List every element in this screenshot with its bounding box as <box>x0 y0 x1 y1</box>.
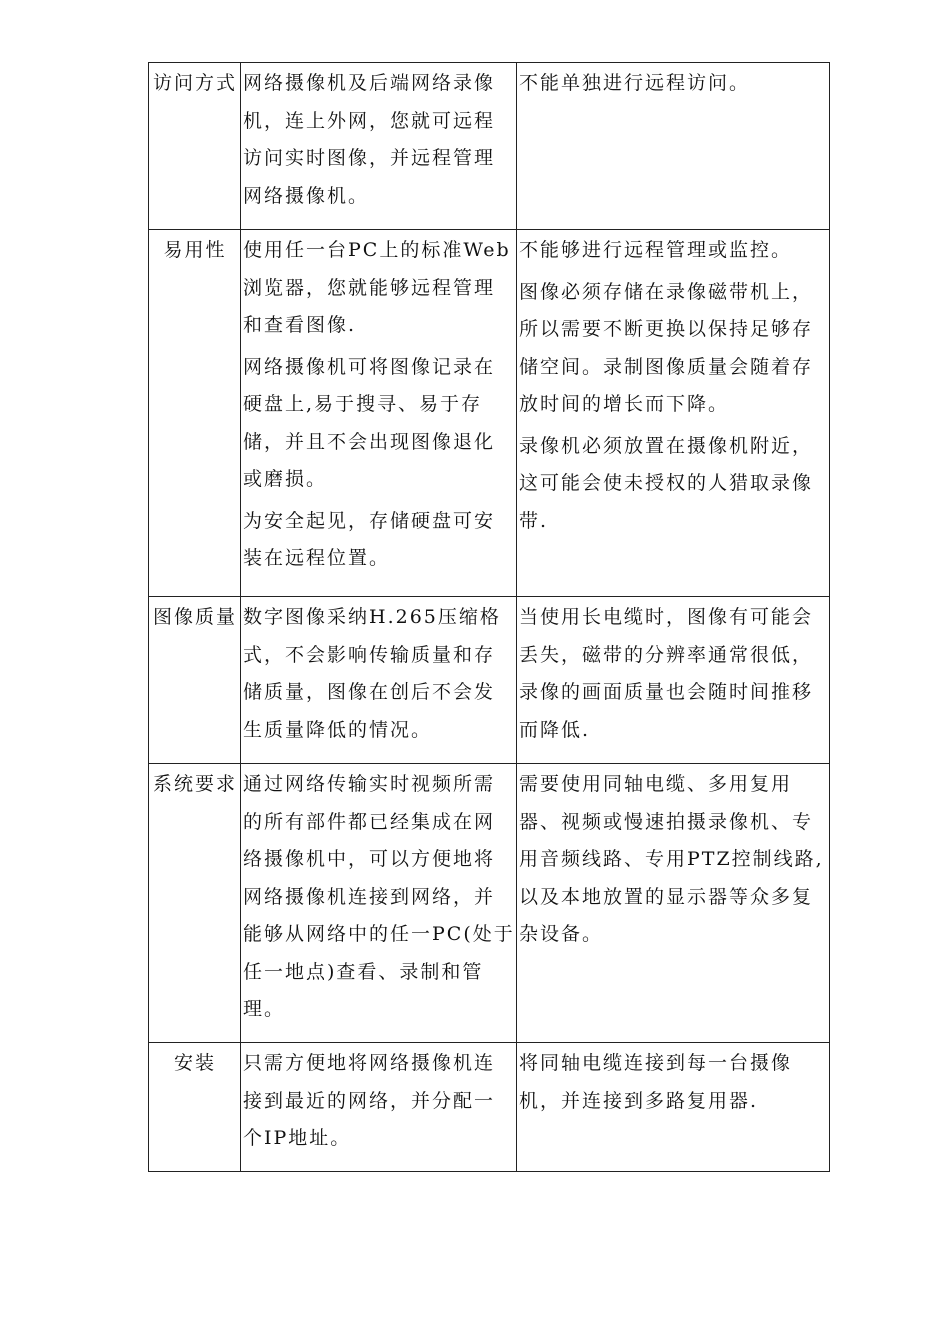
analog-system-cell <box>517 764 830 1043</box>
row-label-cell <box>149 597 241 764</box>
cell-paragraph: 不能够进行远程管理或监控。 <box>519 239 793 261</box>
cell-paragraph: 数字图像采纳H.265压缩格式，不会影响传输质量和存储质量，图像在创后不会发生质量降低的情况。 <box>243 606 501 741</box>
cell-paragraph: 只需方便地将网络摄像机连接到最近的网络，并分配一个IP地址。 <box>243 1052 496 1149</box>
cell-paragraph: 需要使用同轴电缆、多用复用器、视频或慢速拍摄录像机、专用音频线路、专用PTZ控制线路,以及本地放置的显示器等众多复杂设备。 <box>519 773 824 945</box>
comparison-table <box>148 62 830 1172</box>
cell-paragraph: 当使用长电缆时，图像有可能会丢失，磁带的分辨率通常很低，录像的画面质量也会随时间推移而降低. <box>519 606 814 741</box>
analog-system-cell <box>517 597 830 764</box>
table-row-access <box>149 63 830 230</box>
cell-paragraph: 网络摄像机可将图像记录在硬盘上,易于搜寻、易于存储，并且不会出现图像退化或磨损。 <box>243 355 496 490</box>
analog-system-cell <box>517 1043 830 1172</box>
table-row-image-quality <box>149 597 830 764</box>
network-camera-cell <box>241 63 517 230</box>
cell-paragraph: 网络摄像机及后端网络录像机，连上外网，您就可远程访问实时图像，并远程管理网络摄像机。 <box>243 72 496 207</box>
row-label-cell <box>149 230 241 597</box>
table-row-installation <box>149 1043 830 1172</box>
table-row-usability <box>149 230 830 597</box>
row-label: 系统要求 <box>152 773 237 795</box>
cell-paragraph: 录像机必须放置在摄像机附近，这可能会使未授权的人猎取录像带. <box>519 434 814 532</box>
analog-system-cell <box>517 230 830 597</box>
network-camera-cell <box>241 230 517 597</box>
row-label: 图像质量 <box>152 606 237 628</box>
row-label-cell <box>149 63 241 230</box>
row-label: 访问方式 <box>152 72 237 94</box>
analog-system-cell <box>517 63 830 230</box>
cell-paragraph: 为安全起见，存储硬盘可安装在远程位置。 <box>243 509 496 569</box>
network-camera-cell <box>241 1043 517 1172</box>
row-label-cell <box>149 1043 241 1172</box>
row-label: 易用性 <box>163 239 227 261</box>
cell-paragraph: 图像必须存储在录像磁带机上，所以需要不断更换以保持足够存储空间。录制图像质量会随着存放时间的增长而下降。 <box>519 280 814 415</box>
cell-paragraph: 通过网络传输实时视频所需的所有部件都已经集成在网络摄像机中，可以方便地将网络摄像机连接到网络，并能够从网络中的任一PC(处于任一地点)查看、录制和管理。 <box>243 773 515 1020</box>
table-row-system-requirements <box>149 764 830 1043</box>
cell-paragraph: 将同轴电缆连接到每一台摄像机，并连接到多路复用器. <box>519 1052 793 1112</box>
row-label-cell <box>149 764 241 1043</box>
cell-paragraph: 使用任一台PC上的标准Web浏览器，您就能够远程管理和查看图像. <box>243 239 511 336</box>
row-label: 安装 <box>173 1052 216 1074</box>
network-camera-cell <box>241 597 517 764</box>
cell-paragraph: 不能单独进行远程访问。 <box>519 72 751 94</box>
network-camera-cell <box>241 764 517 1043</box>
